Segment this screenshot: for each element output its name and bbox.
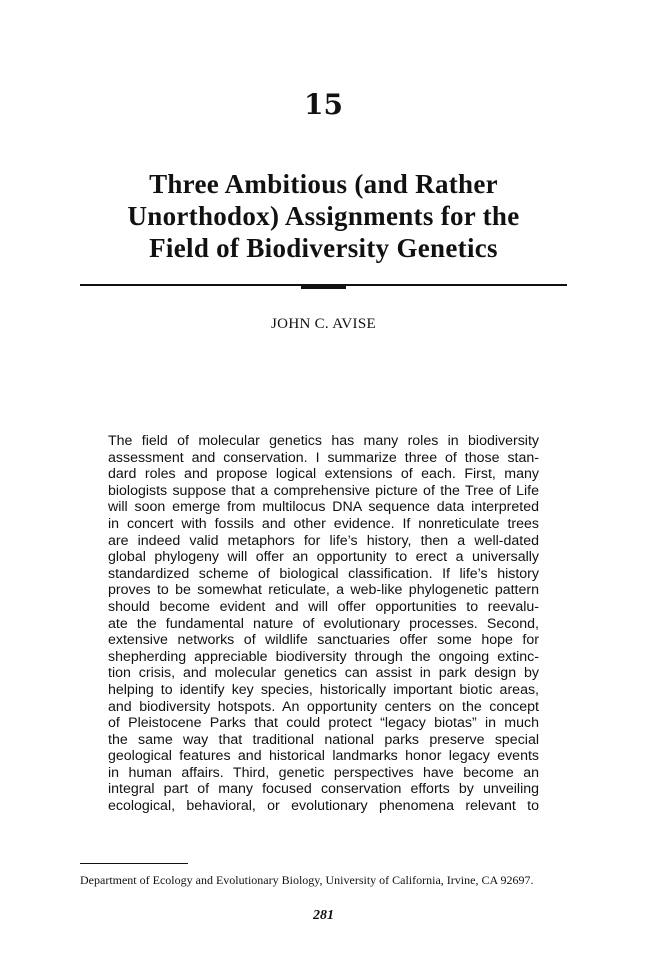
abstract (108, 433, 539, 815)
abstract-line: geological features and historical landmarks honor legacy events (108, 748, 539, 765)
abstract-line: in concert with fossils and other evidence. If nonreticulate trees (108, 515, 539, 532)
abstract-line: ate the fundamental nature of evolutionary processes. Second, (108, 615, 539, 632)
abstract-line: are indeed valid metaphors for life’s history, then a well-dated (108, 532, 539, 549)
abstract-line: extensive networks of wildlife sanctuaries offer some hope for (108, 632, 539, 649)
abstract-line: integral part of many focused conservation efforts by unveiling (108, 781, 539, 798)
abstract-line: of Pleistocene Parks that could protect “legacy biotas” in much (108, 715, 539, 732)
footnote-affiliation: Department of Ecology and Evolutionary Biology, University of California, Irvine, CA 92697. (80, 873, 534, 887)
title-divider-bar (301, 284, 346, 289)
abstract-line: ecological, behavioral, or evolutionary phenomena relevant to (108, 798, 539, 815)
abstract-line: biologists suppose that a comprehensive picture of the Tree of Life (108, 482, 539, 499)
title-line: Three Ambitious (and Rather (149, 169, 498, 199)
abstract-line: helping to identify key species, historically important biotic areas, (108, 681, 539, 698)
page-number: 281 (313, 908, 334, 923)
abstract-line: tion crisis, and molecular genetics can assist in park design by (108, 665, 539, 682)
abstract-line: dard roles and propose logical extensions of each. First, many (108, 466, 539, 483)
abstract-line: shepherding appreciable biodiversity through the ongoing extinc- (108, 648, 539, 665)
abstract-line: proves to be somewhat reticulate, a web-like phylogenetic pattern (108, 582, 539, 599)
abstract-line: global phylogeny will offer an opportunity to erect a universally (108, 549, 539, 566)
abstract-line: standardized scheme of biological classification. If life’s history (108, 565, 539, 582)
abstract-line: The field of molecular genetics has many roles in biodiversity (108, 433, 539, 449)
chapter-title (0, 168, 647, 264)
abstract-line: in human affairs. Third, genetic perspectives have become an (108, 764, 539, 781)
title-line: Unorthodox) Assignments for the (127, 201, 520, 231)
abstract-line: and biodiversity hotspots. An opportunity centers on the concept (108, 698, 539, 715)
chapter-number: 15 (304, 88, 343, 121)
title-line: Field of Biodiversity Genetics (149, 233, 498, 263)
abstract-line: will soon emerge from multilocus DNA sequence data interpreted (108, 499, 539, 516)
footnote-divider (80, 863, 188, 864)
abstract-line: the same way that traditional national parks preserve special (108, 731, 539, 748)
author-name: JOHN C. AVISE (271, 316, 376, 332)
abstract-line: assessment and conservation. I summarize three of those stan- (108, 449, 539, 466)
abstract-line: should become evident and will offer opportunities to reevalu- (108, 598, 539, 615)
